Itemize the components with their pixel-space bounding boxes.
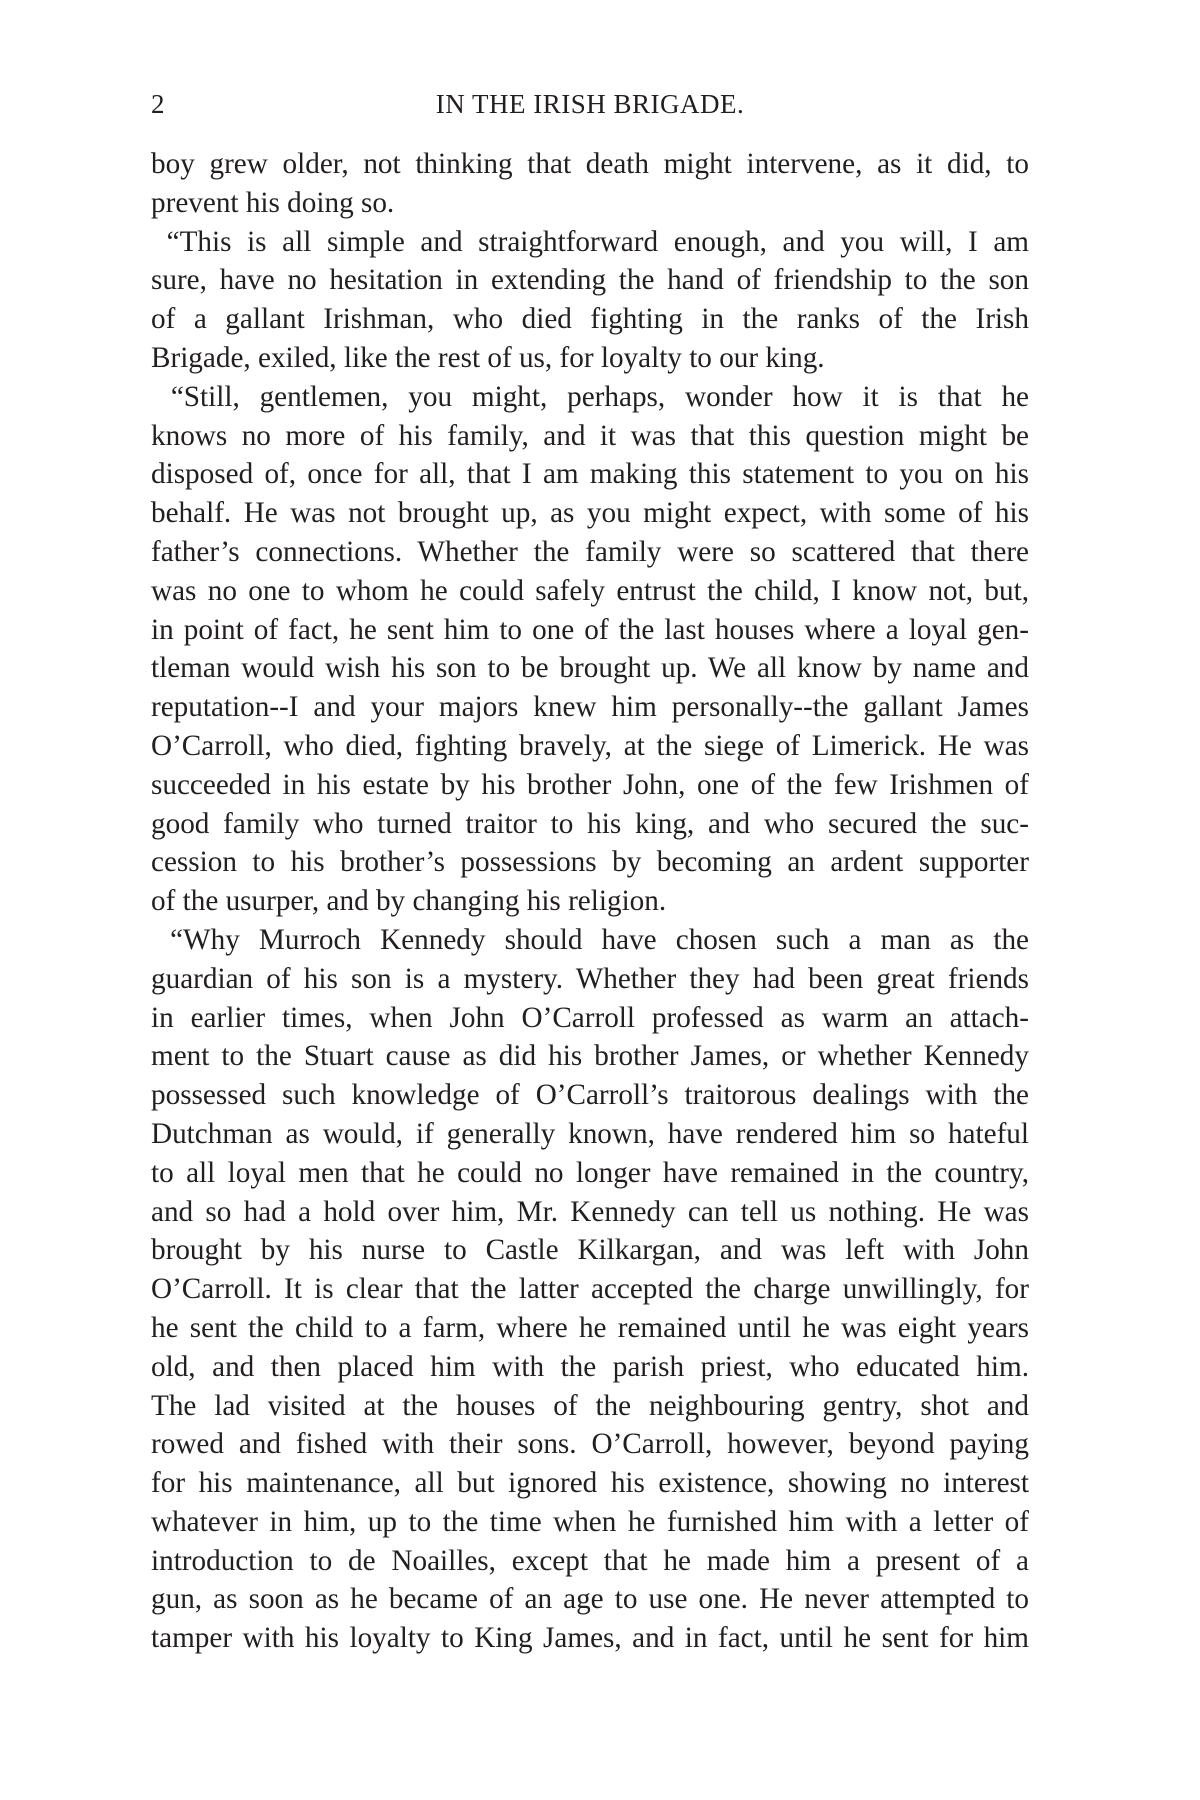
text-line: reputation--I and your majors knew him personally--the gallant James [151, 691, 1029, 724]
text-line: cession to his brother’s possessions by becoming an ardent supporter [151, 846, 1029, 879]
page-number: 2 [151, 89, 165, 119]
text-line: brought by his nurse to Castle Kilkargan, and was left with John [151, 1234, 1029, 1267]
text-line: guardian of his son is a mystery. Whether they had been great friends [151, 962, 1029, 995]
text-line: sure, have no hesitation in extending the hand of friendship to the son [151, 264, 1029, 297]
text-line: O’Carroll. It is clear that the latter accepted the charge unwillingly, for [151, 1273, 1029, 1306]
text-line: succeeded in his estate by his brother John, one of the few Irishmen of [151, 768, 1029, 801]
text-line: tleman would wish his son to be brought up. We all know by name and [151, 652, 1029, 685]
text-line: for his maintenance, all but ignored his existence, showing no interest [151, 1467, 1029, 1500]
text-line: ment to the Stuart cause as did his brother James, or whether Kennedy [151, 1040, 1029, 1073]
text-line: of a gallant Irishman, who died fighting in the ranks of the Irish [151, 303, 1029, 336]
text-line: Dutchman as would, if generally known, have rendered him so hateful [151, 1117, 1029, 1150]
running-head [151, 84, 1029, 124]
book-page [151, 0, 1029, 1800]
text-line: old, and then placed him with the parish priest, who educated him. [151, 1350, 1029, 1383]
body-text [151, 145, 1029, 1658]
text-line: and so had a hold over him, Mr. Kennedy can tell us nothing. He was [151, 1195, 1029, 1228]
text-line: The lad visited at the houses of the neighbouring gentry, shot and [151, 1389, 1029, 1422]
text-line: “Why Murroch Kennedy should have chosen such a man as the [151, 923, 1029, 956]
text-line: “This is all simple and straightforward enough, and you will, I am [151, 225, 1029, 258]
text-line: O’Carroll, who died, fighting bravely, at the siege of Limerick. He was [151, 729, 1029, 762]
text-line: good family who turned traitor to his king, and who secured the suc- [151, 807, 1029, 840]
text-line: father’s connections. Whether the family were so scattered that there [151, 535, 1029, 568]
text-line: boy grew older, not thinking that death might intervene, as it did, to [151, 148, 1029, 180]
text-line: behalf. He was not brought up, as you might expect, with some of his [151, 497, 1029, 530]
text-line: whatever in him, up to the time when he furnished him with a letter of [151, 1505, 1029, 1538]
text-line: gun, as soon as he became of an age to use one. He never attempted to [151, 1583, 1029, 1616]
text-line: in earlier times, when John O’Carroll professed as warm an attach- [151, 1001, 1029, 1034]
text-line: tamper with his loyalty to King James, and in fact, until he sent for him [151, 1622, 1029, 1655]
text-line: possessed such knowledge of O’Carroll’s traitorous dealings with the [151, 1079, 1029, 1112]
text-line: to all loyal men that he could no longer have remained in the country, [151, 1156, 1029, 1189]
running-title: IN THE IRISH BRIGADE. [435, 89, 745, 119]
text-line: of the usurper, and by changing his religion. [151, 885, 667, 918]
text-line: introduction to de Noailles, except that he made him a present of a [151, 1544, 1029, 1577]
text-line: was no one to whom he could safely entrust the child, I know not, but, [151, 574, 1029, 607]
text-line: he sent the child to a farm, where he remained until he was eight years [151, 1311, 1029, 1344]
text-line: prevent his doing so. [151, 186, 395, 219]
text-line: knows no more of his family, and it was that this question might be [151, 419, 1029, 452]
text-line: in point of fact, he sent him to one of the last houses where a loyal gen- [151, 613, 1029, 646]
text-line: Brigade, exiled, like the rest of us, for loyalty to our king. [151, 341, 825, 374]
text-line: “Still, gentlemen, you might, perhaps, wonder how it is that he [151, 380, 1029, 413]
text-line: rowed and fished with their sons. O’Carroll, however, beyond paying [151, 1428, 1029, 1461]
text-line: disposed of, once for all, that I am making this statement to you on his [151, 458, 1029, 491]
